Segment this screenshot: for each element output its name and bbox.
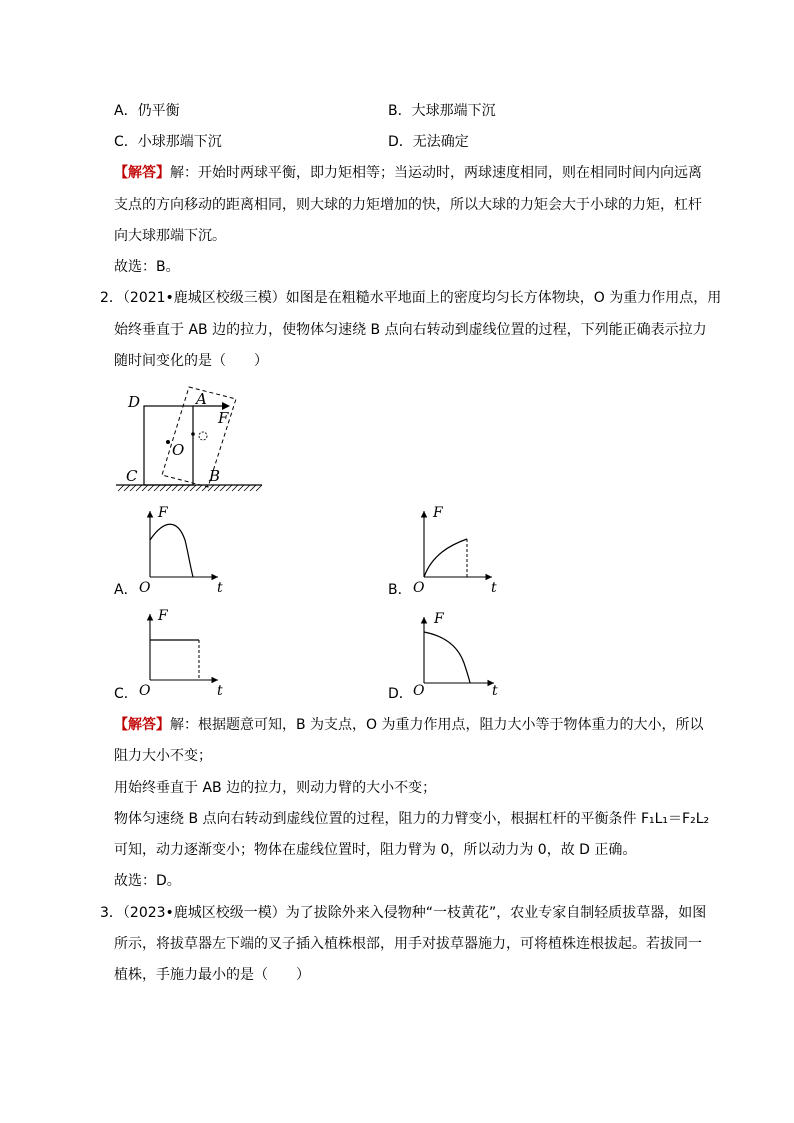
graph-d-origin: O	[413, 683, 425, 699]
graph-a-origin: O	[139, 580, 151, 596]
q2-answer-line-5: 可知，动力逐渐变小；物体在虚线位置时，阻力臂为 0，所以动力为 0，故 D 正确。	[114, 842, 637, 858]
q3-stem-line-3: 植株，手施力最小的是（ ）	[114, 967, 310, 983]
option-d-letter: D．	[388, 686, 413, 702]
answer-tag: 【解答】	[114, 717, 170, 733]
graph-c-y-label: F	[158, 608, 168, 624]
q3-stem-line-2: 所示，将拔草器左下端的叉子插入植株根部，用手对拔草器施力，可将植株连根拔起。若拔同一	[114, 936, 702, 952]
q1-option-d: D．无法确定	[388, 134, 469, 150]
option-b-letter: B．	[388, 582, 412, 598]
answer-tag: 【解答】	[114, 165, 170, 181]
label-b: B	[209, 467, 221, 485]
graph-d-x-label: t	[492, 683, 498, 699]
q1-option-b: B．大球那端下沉	[388, 103, 496, 119]
q1-option-a: A．仍平衡	[114, 103, 180, 119]
label-a: A	[196, 390, 207, 408]
q1-choice: 故选：B。	[114, 259, 180, 275]
q2-stem-line-1: 2．（2021•鹿城区校级三模）如图是在粗糙水平地面上的密度均匀长方体物块，O 为重力作用点，用	[100, 290, 722, 306]
label-f: F	[218, 409, 229, 427]
graph-b-y-label: F	[433, 505, 443, 521]
graph-a-y-label: F	[158, 505, 168, 521]
option-a-letter: A．	[114, 582, 138, 598]
graph-c-x-label: t	[217, 683, 223, 699]
label-d: D	[128, 393, 141, 411]
graph-a-x-label: t	[217, 580, 223, 596]
q1-answer-line-2: 支点的方向移动的距离相同，则大球的力矩增加的快，所以大球的力矩会大于小球的力矩，杠杆	[114, 197, 702, 213]
q2-stem-line-3: 随时间变化的是（ ）	[114, 353, 268, 369]
q1-answer-line-3: 向大球那端下沉。	[114, 228, 226, 244]
graph-d-y-label: F	[434, 611, 444, 627]
q3-stem-line-1: 3．（2023•鹿城区校级一模）为了拔除外来入侵物种“一枝黄花”，农业专家自制轻质拔草器，如图	[100, 905, 707, 921]
label-c: C	[126, 467, 138, 485]
graph-b-x-label: t	[491, 580, 497, 596]
q2-answer-line-3: 用始终垂直于 AB 边的拉力，则动力臂的大小不变；	[114, 780, 437, 796]
graph-b-origin: O	[413, 580, 425, 596]
q2-stem-line-2: 始终垂直于 AB 边的拉力，使物体匀速绕 B 点向右转动到虚线位置的过程，下列能正确表示拉力	[114, 322, 707, 338]
q2-answer-line-1: 【解答】解：根据题意可知，B 为支点，O 为重力作用点，阻力大小等于物体重力的大小，所以	[114, 717, 704, 733]
q1-option-c: C．小球那端下沉	[114, 134, 222, 150]
q2-choice: 故选：D。	[114, 873, 181, 889]
q1-answer-line-1: 【解答】解：开始时两球平衡，即力矩相等；当运动时，两球速度相同，则在相同时间内向远离	[114, 165, 702, 181]
q2-answer-line-4: 物体匀速绕 B 点向右转动到虚线位置的过程，阻力的力臂变小，根据杠杆的平衡条件 F₁L₁＝F₂L₂	[114, 811, 710, 827]
graph-c-origin: O	[139, 683, 151, 699]
label-o: O	[172, 441, 185, 459]
q2-answer-line-2: 阻力大小不变；	[114, 748, 212, 764]
option-c-letter: C．	[114, 686, 138, 702]
